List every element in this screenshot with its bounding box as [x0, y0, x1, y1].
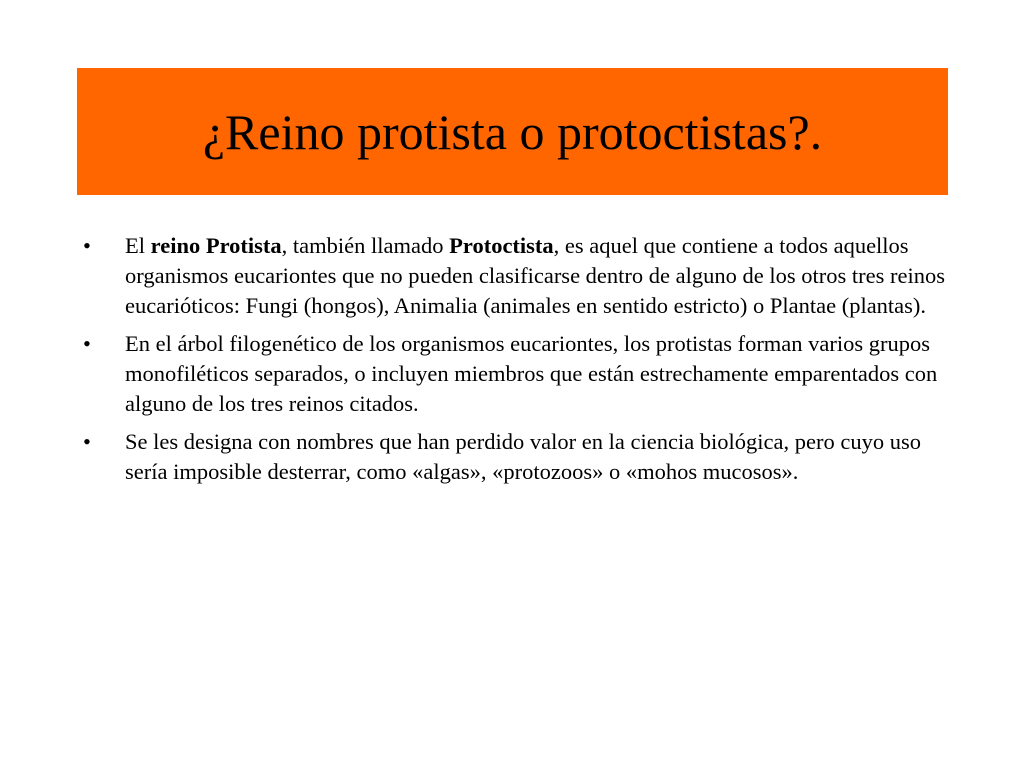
bullet-item-1	[83, 231, 953, 321]
bullet-text-1	[125, 233, 945, 318]
bullet-icon: •	[83, 429, 91, 454]
bullet-text-3: Se les designa con nombres que han perdido valor en la ciencia biológica, pero cuyo uso sería imposible desterrar, como «algas», «protozoos» o «mohos mucosos».	[125, 429, 922, 484]
bullet-list	[83, 231, 953, 495]
bullet-text-2: En el árbol filogenético de los organismos eucariontes, los protistas forman varios grupos monofiléticos separados, o incluyen miembros que están estrechamente emparentados con alguno de los tres reinos citados.	[125, 331, 938, 416]
bullet-item-2	[83, 329, 953, 419]
bullet-1-text-b: , también llamado	[281, 233, 450, 258]
slide-title: ¿Reino protista o protoctistas?.	[202, 103, 823, 160]
bullet-1-text-c: , es aquel que contiene a todos aquellos organismos eucariontes que no pueden clasificarse dentro de alguno de los otros tres reinos eucarióticos: Fungi (hongos), Animalia (animales en sentido estricto) o Plantae (plantas).	[125, 233, 945, 318]
title-bar	[77, 68, 948, 195]
bullet-icon: •	[83, 233, 91, 258]
bullet-1-bold-a: reino Protista	[150, 233, 282, 258]
bullet-1-bold-b: Protoctista	[449, 233, 554, 258]
bullet-item-3	[83, 427, 953, 487]
bullet-1-text-a: El	[125, 233, 151, 258]
bullet-icon: •	[83, 331, 91, 356]
